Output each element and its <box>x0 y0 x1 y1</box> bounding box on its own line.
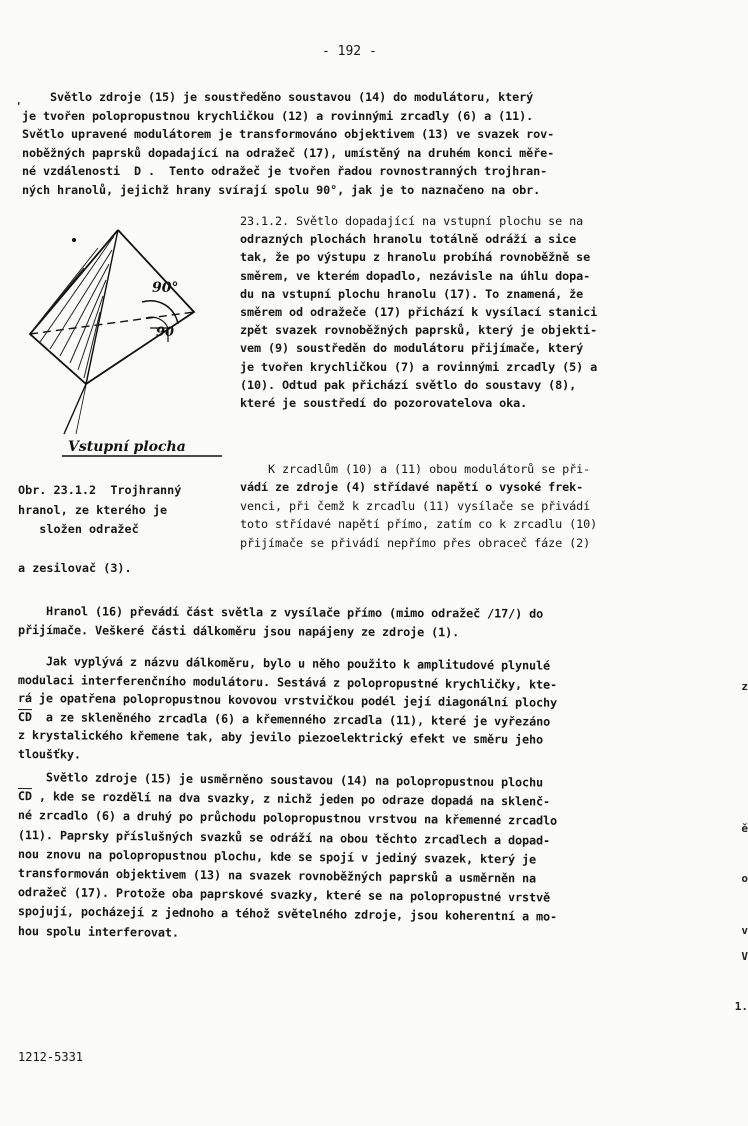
text-line: zpět svazek rovnoběžných paprsků, který je objekti- <box>240 323 598 338</box>
text-line: (11). Paprsky příslušných svazků se odráží na obou těchto zrcadlech a dopad- <box>17 827 551 848</box>
text-line: 23.1.2. Světlo dopadající na vstupní plochu se na <box>240 214 584 228</box>
caption-line: a zesilovač (3). <box>18 561 132 575</box>
edge-mark: v <box>741 924 748 937</box>
text-line: vem (9) soustředěn do modulátoru přijímače, který <box>240 341 584 356</box>
text-line: tak, že po výstupu z hranolu probíhá rovnoběžně se <box>240 250 591 265</box>
text-line: z krystalického křemene tak, aby jevilo piezoelektrický efekt ve směru jeho <box>17 728 544 747</box>
angle-label-top: 90° <box>152 280 179 296</box>
caption-line: Obr. 23.1.2 Trojhranný <box>18 483 182 497</box>
prism-diagram <box>18 228 224 464</box>
text-line: které je soustředí do pozorovatelova oka. <box>240 396 528 410</box>
text-line: spojují, pocházejí z jednoho a téhož světelného zdroje, jsou koherentní a mo- <box>17 904 558 925</box>
text-line: rá je opatřena polopropustnou kovovou vrstvičkou podél její diagonální plochy <box>17 691 558 710</box>
text-line: K zrcadlům (10) a (11) obou modulátorů se při- <box>240 462 591 476</box>
text-line: přijímače se přivádí nepřímo přes obraceč fáze (2) <box>240 535 591 550</box>
text-line: du na vstupní plochu hranolu (17). To znamená, že <box>240 286 584 301</box>
text-line: směrem, ve kterém dopadlo, nezávisle na úhlu dopa- <box>240 268 591 283</box>
text-line: je tvořen krychličkou (7) a rovinnými zrcadly (5) a <box>240 359 598 374</box>
text-line: né vzdálenosti D . Tento odražeč je tvořen řadou rovnostranných trojhran- <box>22 164 548 179</box>
text-line: $\overline{CD}$ , kde se rozdělí na dva svazky, z nichž jeden po odraze dopadá na sklenč- <box>17 789 551 809</box>
text-line: odrazných plochách hranolu totálně odráží a sice <box>240 232 577 247</box>
text-line: Světlo zdroje (15) je soustředěno soustavou (14) do modulátoru, který <box>22 90 534 104</box>
prism-left-edge <box>30 230 118 384</box>
text-line: modulaci interferenčního modulátoru. Sestává z polopropustné krychličky, kte- <box>17 672 558 692</box>
text-line: ných hranolů, jejichž hrany svírají spolu 90°, jak je to naznačeno na obr. <box>22 183 541 197</box>
text-line: (10). Odtud pak přichází světlo do soustavy (8), <box>240 377 577 392</box>
text-line: venci, při čemž k zrcadlu (11) vysílače se přivádí <box>240 498 591 513</box>
text-line: $\overline{CD}$ a ze skleněného zrcadla (6) a křemenného zrcadla (11), které je vyřezáno <box>17 709 551 729</box>
text-line: né zrcadlo (6) a druhý po průchodu polopropustnou vrstvou na křemenné zrcadlo <box>17 808 558 829</box>
text-line: Světlo upravené modulátorem je transformováno objektivem (13) ve svazek rov- <box>22 127 555 142</box>
edge-mark: V <box>741 950 748 963</box>
footer-code: 1212-5331 <box>18 1050 84 1064</box>
text-line: je tvořen polopropustnou krychličkou (12) a rovinnými zrcadly (6) a (11). <box>22 108 534 123</box>
edge-mark: 1. <box>734 1000 748 1013</box>
text-line: odražeč (17). Protože oba paprskové svazky, které se na polopropustné vrstvě <box>17 885 551 905</box>
text-line: vádí ze zdroje (4) střídavé napětí o vysoké frek- <box>240 480 584 495</box>
caption-line: složen odražeč <box>18 522 139 536</box>
text-line: toto střídavé napětí přímo, zatím co k zrcadlu (10) <box>240 517 598 532</box>
caption-line: hranol, ze kterého je <box>18 503 168 517</box>
text-line: tloušťky. <box>17 747 82 762</box>
text-line: hou spolu interferovat. <box>17 923 180 940</box>
text-line: noběžných paprsků dopadající na odražeč (17), umístěný na druhém konci měře- <box>22 145 555 160</box>
text-line: nou znovu na polopropustnou plochu, kde se spojí v jediný svazek, který je <box>17 846 537 867</box>
prism-figure <box>18 228 224 464</box>
text-line: Jak vyplývá z názvu dálkoměru, bylo u něho použito k amplitudové plynulé <box>17 654 551 673</box>
angle-label-bottom: 90 <box>156 325 175 340</box>
text-line: přijímače. Veškeré části dálkoměru jsou napájeny ze zdroje (1). <box>17 622 460 639</box>
text-line: směrem od odražeče (17) přichází k vysílací stanici <box>240 305 598 319</box>
base-label: Vstupní plocha <box>68 439 186 455</box>
edge-mark: ' <box>15 100 22 113</box>
edge-mark: z <box>741 680 748 693</box>
page-number: - 192 - <box>322 44 377 59</box>
text-line: Světlo zdroje (15) je usměrněno soustavou (14) na polopropustnou plochu <box>17 770 544 790</box>
edge-mark: o <box>741 872 748 885</box>
edge-mark: ě <box>741 822 748 835</box>
text-line: transformován objektivem (13) na svazek rovnoběžných paprsků a usměrněn na <box>17 866 537 886</box>
text-line: Hranol (16) převádí část světla z vysílače přímo (mimo odražeč /17/) do <box>17 604 544 621</box>
